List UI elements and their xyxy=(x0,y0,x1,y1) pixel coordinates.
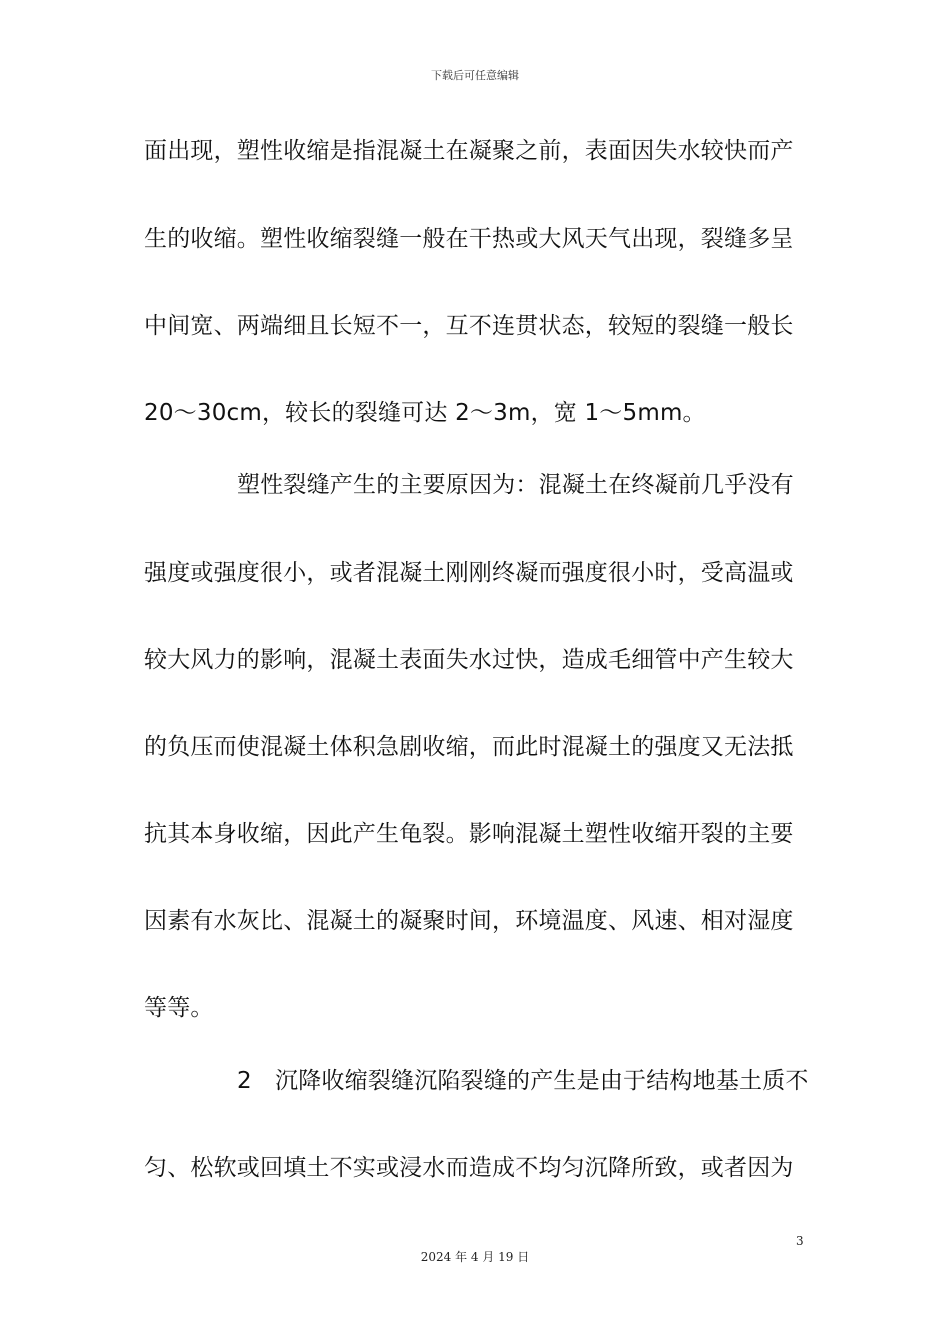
body-line-8: 的负压而使混凝土体积急剧收缩，而此时混凝土的强度又无法抵 xyxy=(144,734,794,760)
body-line-13: 匀、松软或回填土不实或浸水而造成不均匀沉降所致，或者因为 xyxy=(144,1155,794,1181)
body-line-6: 强度或强度很小，或者混凝土刚刚终凝而强度很小时，受高温或 xyxy=(144,560,794,586)
page-header: 下载后可任意编辑 xyxy=(431,69,519,82)
page-number: 3 xyxy=(796,1234,804,1248)
footer-date: 2024 年 4 月 19 日 xyxy=(420,1250,530,1264)
body-line-5: 塑性裂缝产生的主要原因为：混凝土在终凝前几乎没有 xyxy=(237,472,794,498)
body-line-11: 等等。 xyxy=(144,995,214,1021)
body-line-12: 2 沉降收缩裂缝沉陷裂缝的产生是由于结构地基土质不 xyxy=(237,1068,809,1094)
body-line-2: 生的收缩。塑性收缩裂缝一般在干热或大风天气出现，裂缝多呈 xyxy=(144,226,794,252)
body-line-1: 面出现，塑性收缩是指混凝土在凝聚之前，表面因失水较快而产 xyxy=(144,138,794,164)
body-line-4: 20～30cm，较长的裂缝可达 2～3m，宽 1～5mm。 xyxy=(144,400,706,426)
body-line-9: 抗其本身收缩，因此产生龟裂。影响混凝土塑性收缩开裂的主要 xyxy=(144,821,794,847)
body-line-10: 因素有水灰比、混凝土的凝聚时间，环境温度、风速、相对湿度 xyxy=(144,908,794,934)
body-line-3: 中间宽、两端细且长短不一，互不连贯状态，较短的裂缝一般长 xyxy=(144,313,794,339)
body-line-7: 较大风力的影响，混凝土表面失水过快，造成毛细管中产生较大 xyxy=(144,647,794,673)
